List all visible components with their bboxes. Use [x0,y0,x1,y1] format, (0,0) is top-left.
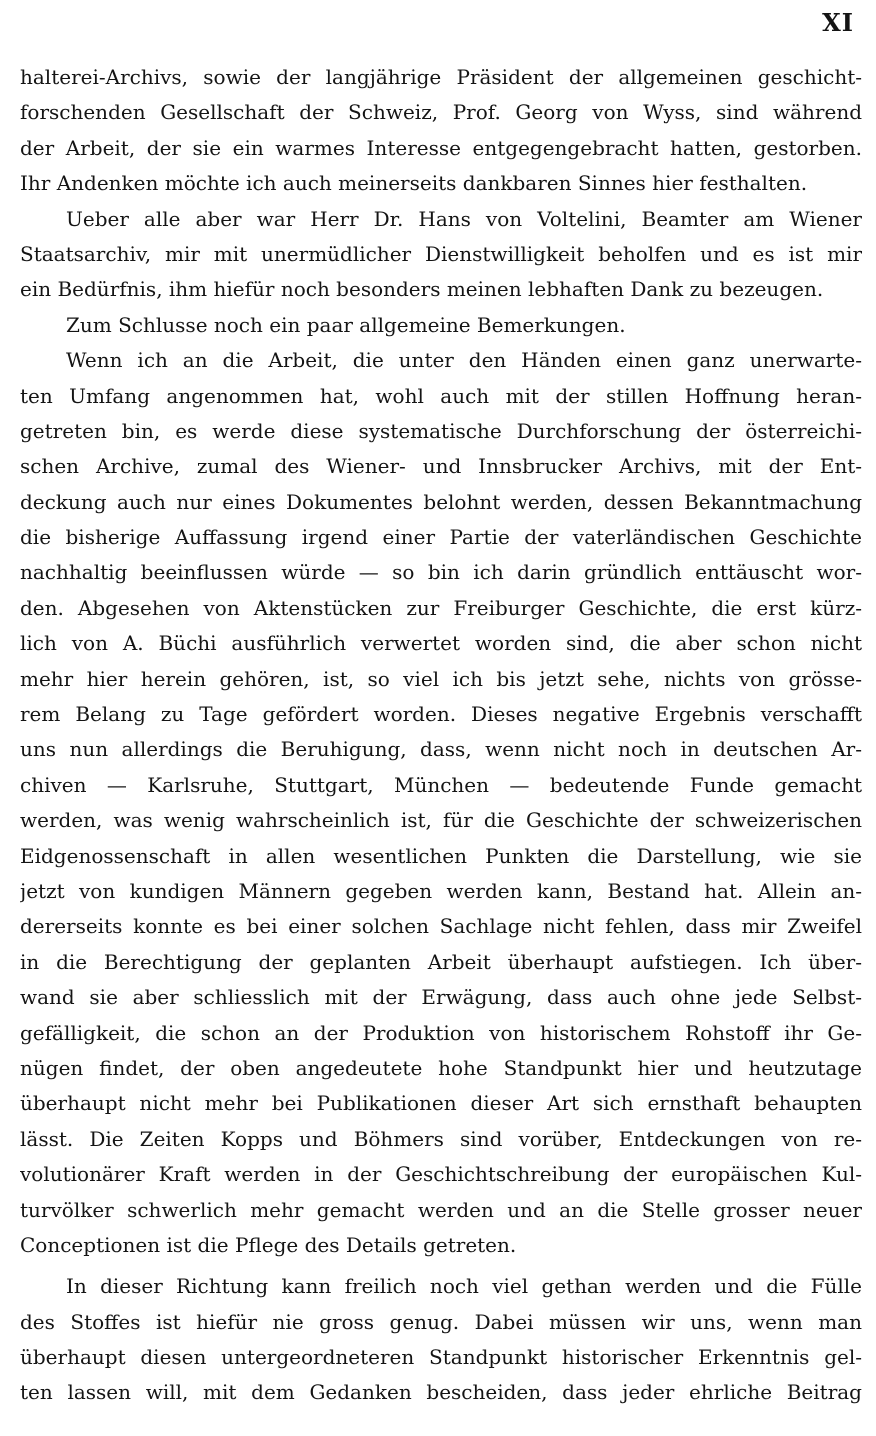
paragraph [20,202,862,308]
text-line: ten lassen will, mit dem Gedanken bescheiden, dass jeder ehrliche Beitrag [20,1380,862,1405]
text-line: mehr hier herein gehören, ist, so viel ich bis jetzt sehe, nichts von grösse- [20,666,862,691]
text-line: die bisherige Auffassung irgend einer Partie der vaterländischen Geschichte [20,525,862,550]
text-line: schen Archive, zumal des Wiener- und Innsbrucker Archivs, mit der Ent- [20,454,862,479]
text-line: turvölker schwerlich mehr gemacht werden und an die Stelle grosser neuer [20,1197,862,1222]
paragraph [20,1269,862,1411]
page-number: XI [822,8,854,37]
text-line: lich von A. Büchi ausführlich verwertet worden sind, die aber schon nicht [20,631,862,656]
body-text [20,60,862,1411]
paragraph [20,60,862,202]
text-line: chiven — Karlsruhe, Stuttgart, München — bedeutende Funde gemacht [20,772,862,797]
text-line: überhaupt diesen untergeordneteren Standpunkt historischer Erkenntnis gel- [20,1345,862,1370]
text-line: ten Umfang angenommen hat, wohl auch mit der stillen Hoffnung heran- [20,383,862,408]
text-line: dererseits konnte es bei einer solchen Sachlage nicht fehlen, dass mir Zweifel [20,914,862,939]
text-line: nügen findet, der oben angedeutete hohe Standpunkt hier und heutzutage [20,1055,862,1080]
text-line: den. Abgesehen von Aktenstücken zur Freiburger Geschichte, die erst kürz- [20,595,862,620]
text-line: getreten bin, es werde diese systematische Durchforschung der österreichi- [20,418,862,443]
text-line: wand sie aber schliesslich mit der Erwägung, dass auch ohne jede Selbst- [20,985,862,1010]
text-line: Conceptionen ist die Pflege des Details getreten. [20,1232,517,1257]
text-line: In dieser Richtung kann freilich noch viel gethan werden und die Fülle [66,1274,862,1299]
paragraph [20,343,862,1263]
text-line: Ueber alle aber war Herr Dr. Hans von Voltelini, Beamter am Wiener [66,206,862,231]
text-line: gefälligkeit, die schon an der Produktion von historischem Rohstoff ihr Ge- [20,1020,862,1045]
text-line: Ihr Andenken möchte ich auch meinerseits dankbaren Sinnes hier festhalten. [20,171,808,196]
text-line: halterei-Archivs, sowie der langjährige Präsident der allgemeinen geschicht- [20,65,862,89]
text-line: nachhaltig beeinflussen würde — so bin ich darin gründlich enttäuscht wor- [20,560,862,585]
text-line: des Stoffes ist hiefür nie gross genug. Dabei müssen wir uns, wenn man [20,1309,862,1334]
text-line: lässt. Die Zeiten Kopps und Böhmers sind vorüber, Entdeckungen von re- [20,1126,862,1151]
text-line: Zum Schlusse noch ein paar allgemeine Bemerkungen. [66,312,626,337]
paragraph [20,308,862,343]
text-line: jetzt von kundigen Männern gegeben werden kann, Bestand hat. Allein an- [20,878,862,903]
text-line: der Arbeit, der sie ein warmes Interesse entgegengebracht hatten, gestorben. [20,135,862,160]
text-line: ein Bedürfnis, ihm hiefür noch besonders meinen lebhaften Dank zu bezeugen. [20,277,824,302]
text-line: volutionärer Kraft werden in der Geschichtschreibung der europäischen Kul- [20,1162,862,1187]
text-line: rem Belang zu Tage gefördert worden. Dieses negative Ergebnis verschafft [20,702,862,727]
text-line: Eidgenossenschaft in allen wesentlichen Punkten die Darstellung, wie sie [20,843,862,868]
text-line: werden, was wenig wahrscheinlich ist, für die Geschichte der schweizerischen [20,808,862,833]
text-line: deckung auch nur eines Dokumentes belohnt werden, dessen Bekanntmachung [20,489,862,514]
text-line: Staatsarchiv, mir mit unermüdlicher Dienstwilligkeit beholfen und es ist mir [20,241,862,266]
text-line: überhaupt nicht mehr bei Publikationen dieser Art sich ernsthaft behaupten [20,1091,862,1116]
text-line: forschenden Gesellschaft der Schweiz, Prof. Georg von Wyss, sind während [20,100,862,125]
text-line: in die Berechtigung der geplanten Arbeit überhaupt aufstiegen. Ich über- [20,949,862,974]
text-line: Wenn ich an die Arbeit, die unter den Händen einen ganz unerwarte- [66,348,862,373]
text-line: uns nun allerdings die Beruhigung, dass, wenn nicht noch in deutschen Ar- [20,737,862,762]
